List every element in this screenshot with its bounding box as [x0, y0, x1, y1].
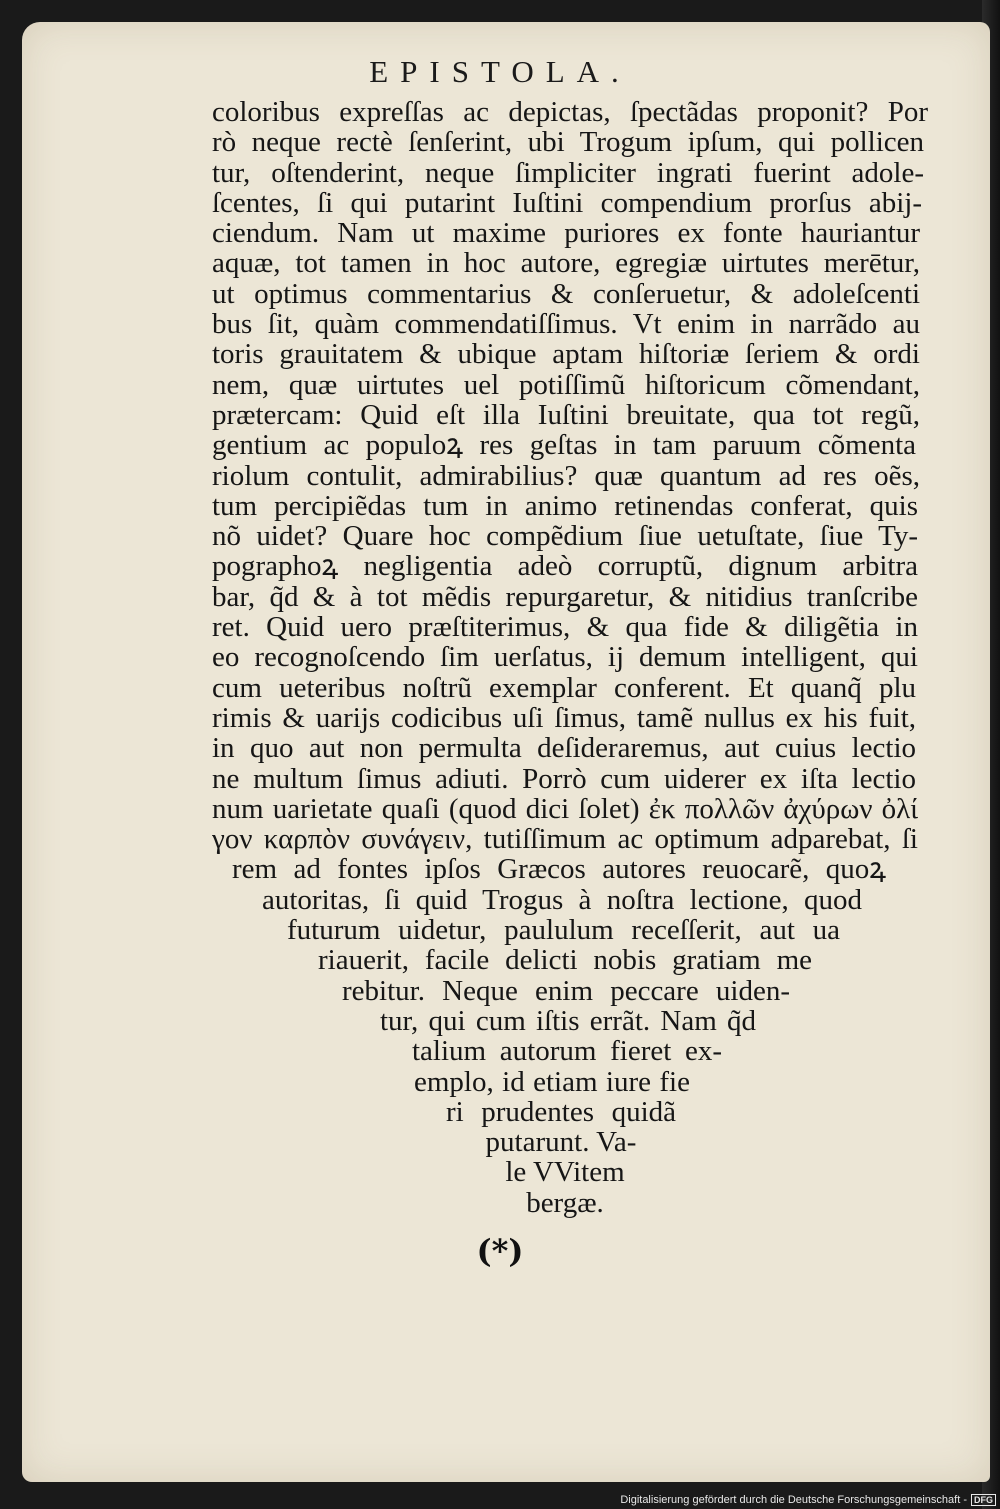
text-line: ret. Quid uero præſtiterimus, & qua fide & diligẽtia in	[212, 612, 918, 643]
text-line: rò neque rectè ſenſerint, ubi Trogum ipſum, qui pollicen	[212, 127, 924, 158]
text-line: toris grauitatem & ubique aptam hiſtoriæ ſeriem & ordi	[212, 339, 920, 370]
text-line: bergæ.	[526, 1187, 604, 1218]
text-line: bar, q̃d & à tot mẽdis repurgaretur, & nitidius tranſcribe	[212, 581, 918, 613]
text-line: ſcentes, ſi qui putarint Iuſtini compendium prorſus abij-	[212, 187, 922, 219]
text-line: tur, qui cum iſtis errãt. Nam q̃d	[380, 1005, 756, 1037]
text-line: eo recognoſcendo ſim uerſatus, ij demum intelligent, qui	[212, 642, 918, 673]
text-line: emplo, id etiam iure fie	[414, 1066, 690, 1097]
text-line: γον καρπὸν συνάγειν, tutiſſimum ac optimum adparebat, ſi	[212, 824, 918, 855]
text-line: le VVitem	[505, 1157, 625, 1188]
text-line: bus ſit, quàm commendatiſſimus. Vt enim in narrãdo au	[212, 309, 920, 340]
text-line: in quo aut non permulta deſideraremus, aut cuius lectio	[212, 733, 916, 764]
page-header: EPISTOLA.	[369, 54, 631, 89]
text-line: pographoꝝ negligentia adeò corruptũ, dignum arbitra	[212, 551, 918, 582]
text-line: gentium ac populoꝝ res geſtas in tam paruum cõmenta	[212, 430, 916, 461]
text-line: tur, oſtenderint, neque ſimpliciter ingrati fuerint adole-	[212, 157, 924, 188]
dfg-logo: DFG	[971, 1494, 996, 1506]
text-line: rebitur. Neque enim peccare uiden-	[342, 975, 790, 1006]
text-line: nem, quæ uirtutes uel potiſſimũ hiſtoricum cõmendant,	[212, 369, 920, 400]
text-line: nõ uidet? Quare hoc compẽdium ſiue uetuſtate, ſiue Ty-	[212, 521, 918, 552]
credit-text: Digitalisierung gefördert durch die Deutsche Forschungsgemeinschaft -	[620, 1494, 967, 1506]
text-line: coloribus expreſſas ac depictas, ſpectãdas proponit? Por	[212, 97, 928, 128]
text-line: ciendum. Nam ut maxime puriores ex fonte hauriantur	[212, 218, 920, 249]
text-line: rimis & uarijs codicibus uſi ſimus, tamẽ nullus ex his fuit,	[212, 702, 916, 734]
text-line: rem ad fontes ipſos Græcos autores reuocarẽ, quoꝝ	[232, 854, 886, 885]
text-line: ut optimus commentarius & conſeruetur, & adoleſcenti	[212, 278, 920, 310]
text-line: futurum uidetur, paululum receſſerit, aut ua	[287, 915, 840, 946]
text-line: prætercam: Quid eſt illa Iuſtini breuitate, qua tot regũ,	[212, 399, 920, 431]
text-line: aquæ, tot tamen in hoc autore, egregiæ uirtutes merētur,	[212, 248, 920, 279]
text-line: ri prudentes quidã	[446, 1096, 676, 1128]
body-text	[0, 97, 1000, 1218]
end-mark: (*)	[476, 1232, 524, 1270]
text-line: num uarietate quaſi (quod dici ſolet) ἐκ πολλῶν ἀχύρων ὀλί	[212, 793, 918, 825]
text-line: cum ueteribus noſtrũ exemplar conferent. Et quanq̃ plu	[212, 672, 916, 703]
text-line: talium autorum fieret ex-	[412, 1036, 722, 1067]
digitization-credit	[620, 1494, 996, 1506]
text-line: riolum contulit, admirabilius? quæ quantum ad res oẽs,	[212, 460, 920, 491]
text-line: riauerit, facile delicti nobis gratiam me	[318, 945, 812, 976]
text-line: ne multum ſimus adiuti. Porrò cum uiderer ex iſta lectio	[212, 763, 916, 794]
text-line: tum percipiẽdas tum in animo retinendas conferat, quis	[212, 490, 918, 522]
text-line: putarunt. Va-	[485, 1127, 637, 1158]
text-line: autoritas, ſi quid Trogus à noſtra lectione, quod	[262, 884, 862, 916]
